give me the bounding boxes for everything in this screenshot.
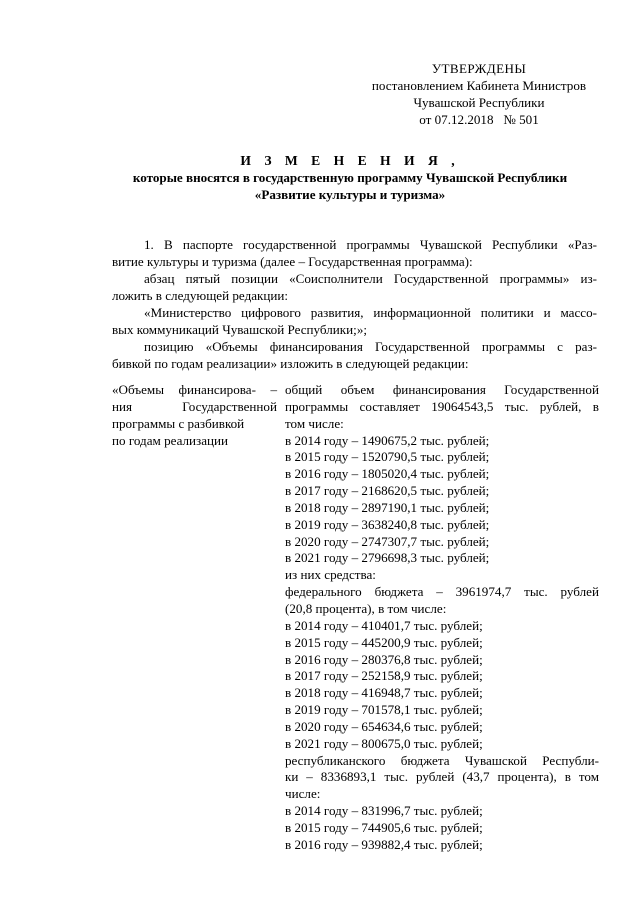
funding-value-line: в 2020 году – 2747307,7 тыс. рублей;: [285, 533, 490, 549]
funding-value-line: ки – 8336893,1 тыс. рублей (43,7 процента), в том: [285, 769, 599, 785]
paragraph-line: абзац пятый позиции «Соисполнители Государственной программы» из-: [144, 271, 597, 286]
paragraph-line: «Министерство цифрового развития, информационной политики и массо-: [144, 305, 597, 320]
funding-value-line: в 2019 году – 701578,1 тыс. рублей;: [285, 702, 483, 718]
funding-value-line: из них средства:: [285, 567, 376, 583]
funding-label-line: ния Государственной: [112, 398, 277, 414]
funding-values-column: [285, 382, 599, 854]
title-subtitle-2: «Развитие культуры и туризма»: [254, 187, 446, 202]
funding-label-line: программы с разбивкой: [112, 415, 245, 431]
funding-value-line: в 2017 году – 252158,9 тыс. рублей;: [285, 668, 483, 684]
approval-block: [355, 60, 603, 128]
amendment-text: [112, 236, 597, 372]
paragraph-line: ложить в следующей редакции:: [112, 288, 289, 303]
funding-value-line: в 2016 году – 280376,8 тыс. рублей;: [285, 651, 483, 667]
funding-value-line: в 2015 году – 744905,6 тыс. рублей;: [285, 819, 483, 835]
approval-line-3: от 07.12.2018 № 501: [419, 112, 539, 127]
funding-value-line: в 2014 году – 410401,7 тыс. рублей;: [285, 617, 483, 633]
funding-label-line: по годам реализации: [112, 432, 229, 448]
title-main: И З М Е Н Е Н И Я ,: [240, 153, 460, 168]
funding-value-line: в 2018 году – 2897190,1 тыс. рублей;: [285, 499, 490, 515]
funding-value-line: в 2016 году – 939882,4 тыс. рублей;: [285, 836, 483, 852]
funding-value-line: в 2016 году – 1805020,4 тыс. рублей;: [285, 466, 490, 482]
approval-line-2: Чувашской Республики: [413, 95, 545, 110]
funding-value-line: республиканского бюджета Чувашской Республи-: [285, 752, 599, 768]
funding-value-line: в 2017 году – 2168620,5 тыс. рублей;: [285, 483, 490, 499]
funding-value-line: (20,8 процента), в том числе:: [285, 600, 447, 616]
funding-value-line: в 2014 году – 831996,7 тыс. рублей;: [285, 803, 483, 819]
funding-value-line: общий объем финансирования Государственной: [285, 382, 599, 397]
paragraph-line: вых коммуникаций Чувашской Республики;»;: [112, 322, 368, 337]
approval-line-1: постановлением Кабинета Министров: [371, 78, 587, 93]
funding-value-line: федерального бюджета – 3961974,7 тыс. рублей: [285, 584, 599, 600]
funding-value-line: числе:: [285, 786, 321, 802]
funding-label-line: «Объемы финансирова- –: [112, 382, 277, 397]
funding-value-line: в 2015 году – 445200,9 тыс. рублей;: [285, 634, 483, 650]
funding-value-line: в 2020 году – 654634,6 тыс. рублей;: [285, 718, 483, 734]
funding-value-line: в 2021 году – 800675,0 тыс. рублей;: [285, 735, 483, 751]
funding-value-line: в 2015 году – 1520790,5 тыс. рублей;: [285, 449, 490, 465]
funding-label-column: [112, 382, 277, 449]
funding-value-line: в 2018 году – 416948,7 тыс. рублей;: [285, 685, 483, 701]
paragraph-line: витие культуры и туризма (далее – Государственная программа):: [112, 254, 473, 269]
funding-value-line: в 2019 году – 3638240,8 тыс. рублей;: [285, 516, 490, 532]
paragraph-line: бивкой по годам реализации» изложить в следующей редакции:: [112, 356, 469, 371]
funding-value-line: в 2014 году – 1490675,2 тыс. рублей;: [285, 432, 490, 448]
funding-value-line: в 2021 году – 2796698,3 тыс. рублей;: [285, 550, 490, 566]
funding-value-line: том числе:: [285, 415, 344, 431]
title-subtitle-1: которые вносятся в государственную программу Чувашской Республики: [132, 170, 568, 185]
document-title: [90, 152, 610, 203]
funding-value-line: программы составляет 19064543,5 тыс. рублей, в: [285, 398, 599, 414]
paragraph-line: 1. В паспорте государственной программы Чувашской Республики «Раз-: [144, 237, 597, 252]
approval-heading: УТВЕРЖДЕНЫ: [431, 61, 527, 76]
paragraph-line: позицию «Объемы финансирования Государственной программы с раз-: [144, 339, 597, 354]
